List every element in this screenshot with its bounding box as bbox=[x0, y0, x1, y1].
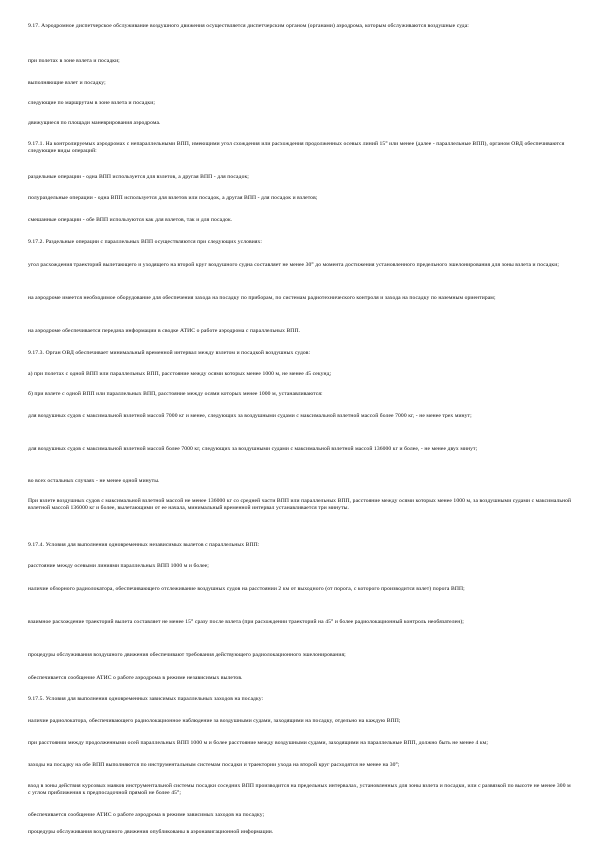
paragraph: угол расхождения траекторий вылетающего и уходящего на второй круг воздушного судна составляет не менее 30° до момента достижения установленного предельного эшелонирования для зоны взлета и посадки; bbox=[28, 262, 559, 268]
paragraph: для воздушных судов с максимальной взлетной массой 7000 кг и менее, следующих за воздушными судами с максимальной взлетной массой более 7000 кг, - не менее трех минут; bbox=[28, 413, 472, 419]
paragraph: 9.17.1. На контролируемых аэродромах с непараллельными ВПП, имеющими угол схождения или расхождения продолженных осевых линий 15° или менее (далее - параллельные ВПП), органом ОВД обеспечиваются следующие виды операций: bbox=[28, 141, 565, 155]
paragraph: расстояние между осевыми линиями параллельных ВПП 1000 м и более; bbox=[28, 563, 209, 569]
paragraph: процедуры обслуживания воздушного движения обеспечивают требования действующего радиолокационного эшелонирования; bbox=[28, 652, 346, 658]
paragraph: выполняющие взлет и посадку; bbox=[28, 80, 106, 86]
paragraph: вход в зоны действия курсовых маяков инструментальной системы посадки соседних ВПП производится на предельных интервалах, установленных для зоны взлета и посадки, или с развязкой по высоте не менее 300 м с углом приближения к предпосадочной прямой не более 45°; bbox=[28, 783, 571, 797]
paragraph: на аэродроме имеется необходимое оборудование для обеспечения захода на посадку по приборам, по системам радиотехнического контроля и захода на посадку по наземным ориентирам; bbox=[28, 295, 496, 301]
paragraph: взаимное расхождение траекторий вылета составляет не менее 15° сразу после взлета (при расхождении траекторий на 45° и более радиолокационный контроль необязателен); bbox=[28, 619, 464, 625]
paragraph: смешанные операции - обе ВПП используются как для взлетов, так и для посадок. bbox=[28, 217, 233, 223]
paragraph: для воздушных судов с максимальной взлетной массой более 7000 кг, следующих за воздушными судами с максимальной взлетной массой 136000 кг и более, - не менее двух минут; bbox=[28, 446, 478, 452]
paragraph: движущиеся по площади маневрирования аэродрома. bbox=[28, 120, 161, 126]
paragraph: 9.17.4. Условия для выполнения одновременных независимых вылетов с параллельных ВПП: bbox=[28, 542, 260, 548]
paragraph: 9.17.5. Условия для выполнения одновременных зависимых параллельных заходов на посадку: bbox=[28, 696, 264, 702]
paragraph: при полетах в зоне взлета и посадки; bbox=[28, 58, 120, 64]
paragraph: заходы на посадку на обе ВПП выполняются по инструментальным системам посадки и траектории ухода на второй круг расходятся не менее на 30°; bbox=[28, 762, 400, 768]
paragraph: б) при взлете с одной ВПП или параллельных ВПП, расстояние между осями которых менее 1000 м, устанавливаются: bbox=[28, 391, 323, 397]
paragraph: 9.17.2. Раздельные операции с параллельных ВПП осуществляются при следующих условиях: bbox=[28, 239, 263, 245]
paragraph: следующие по маршрутам в зоне взлета и посадки; bbox=[28, 100, 155, 106]
paragraph: 9.17. Аэродромное диспетчерское обслуживание воздушного движения осуществляется диспетчерским органом (органами) аэродрома, которым обслуживаются воздушные суда: bbox=[28, 23, 469, 29]
paragraph: обеспечивается сообщение АТИС о работе аэродрома в режиме независимых вылетов. bbox=[28, 675, 243, 681]
paragraph: обеспечивается сообщение АТИС о работе аэродрома в режиме зависимых заходов на посадку; bbox=[28, 812, 265, 818]
paragraph: При взлете воздушных судов с максимальной взлетной массой не менее 136000 кг со средней части ВПП или параллельных ВПП, расстояние между осями которых менее 1000 м, за воздушными судами с максимальной взлетной массой 136000 кг и более, вылетающими от ее начала, минимальный временной интервал устанавливается три минуты. bbox=[28, 498, 572, 512]
paragraph: 9.17.3. Орган ОВД обеспечивает минимальный временной интервал между взлетом и посадкой воздушных судов: bbox=[28, 350, 311, 356]
paragraph: наличие обзорного радиолокатора, обеспечивающего отслеживание воздушных судов на расстоянии 2 км от выходного (от порога, с которого производится взлет) порога ВПП; bbox=[28, 586, 465, 592]
paragraph: во всех остальных случаях - не менее одной минуты. bbox=[28, 478, 160, 484]
paragraph: наличие радиолокатора, обеспечивающего радиолокационное наблюдение за воздушными судами, заходящими на посадку, отдельно на каждую ВПП; bbox=[28, 718, 401, 724]
paragraph: на аэродроме обеспечивается передача информации в сводке АТИС о работе аэродрома с параллельных ВПП. bbox=[28, 328, 301, 334]
paragraph: раздельные операции - одна ВПП используется для взлетов, а другая ВПП - для посадок; bbox=[28, 174, 249, 180]
paragraph: а) при полетах с одной ВПП или параллельных ВПП, расстояние между осями которых менее 1000 м, не менее 45 секунд; bbox=[28, 371, 332, 377]
paragraph: полураздельные операции - одна ВПП используется для взлетов или посадок, а другая ВПП - для посадок и взлетов; bbox=[28, 195, 318, 201]
paragraph: при расстоянии между продолженными осей параллельных ВПП 1000 м и более расстояние между воздушными судами, заходящими на параллельные ВПП, должно быть не менее 4 км; bbox=[28, 740, 488, 746]
paragraph: процедуры обслуживания воздушного движения опубликованы в аэронавигационной информации. bbox=[28, 829, 274, 835]
